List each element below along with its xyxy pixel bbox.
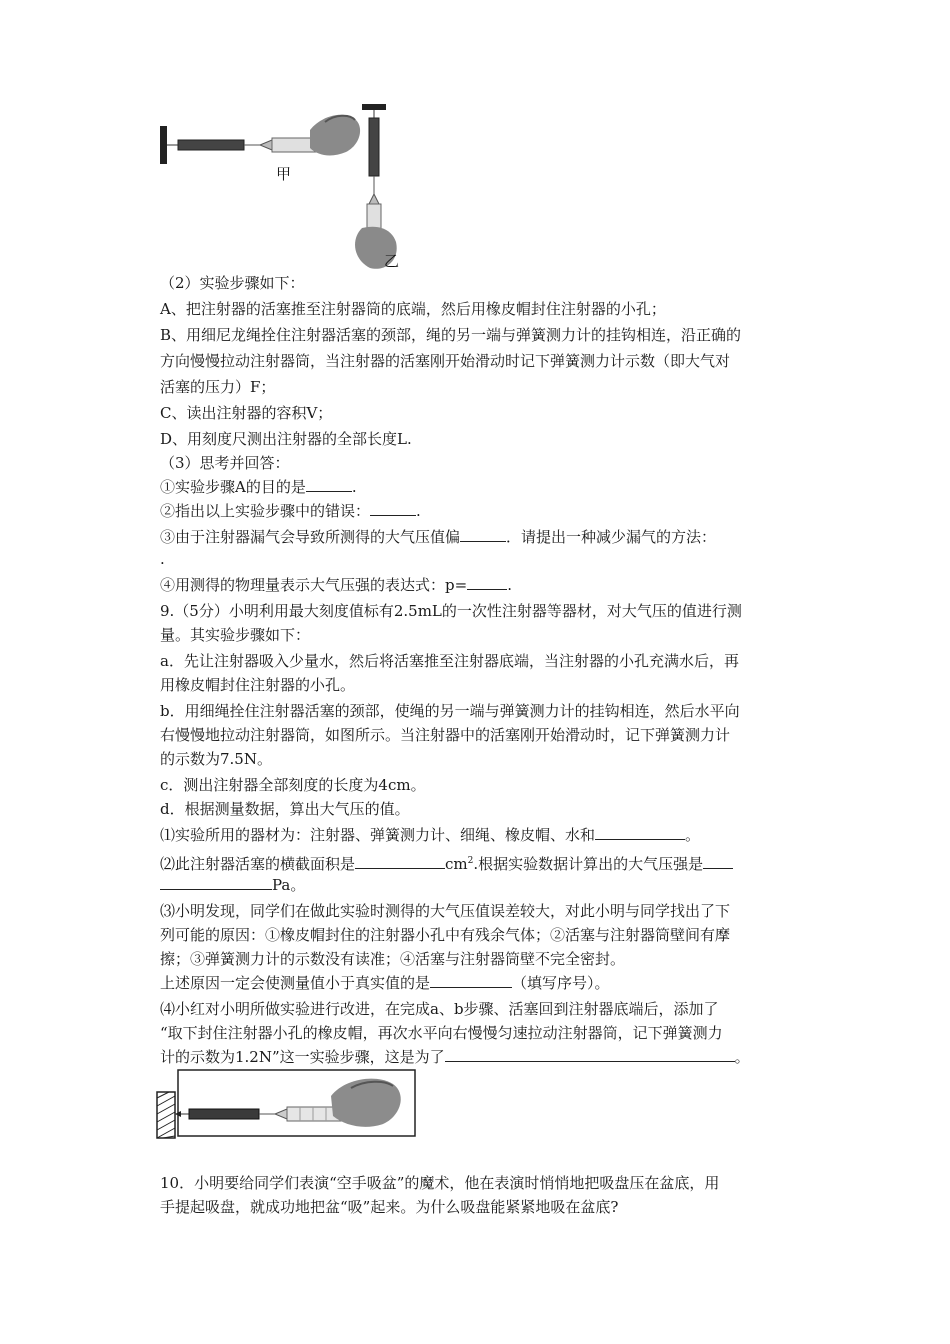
q9-step-b-line2: 右慢慢地拉动注射器筒，如图所示。当注射器中的活塞刚开始滑动时，记下弹簧测力计 [160,726,731,744]
q8-question-3 [160,526,800,548]
q9-p3-4-text: 上述原因一定会使测量值小于真实值的是 [160,974,431,992]
q9-step-c: c．测出注射器全部刻度的长度为4cm。 [160,776,426,794]
q9-part-4-line3 [160,1046,800,1068]
q8-q3-method-text: ．请提出一种减少漏气的方法： [506,528,717,546]
q9-intro-line2: 量。其实验步骤如下： [160,626,311,644]
q9-part-2-cont [160,874,800,896]
figure-jia-yi [150,100,440,270]
q8-question-2 [160,500,800,522]
answer-blank[interactable] [595,824,685,840]
q9-part-3-line4 [160,972,800,994]
q9-part-1 [160,824,800,846]
q9-step-a-line1: a．先让注射器吸入少量水，然后将活塞推至注射器底端，当注射器的小孔充满水后，再 [160,652,739,670]
spring-scale [189,1109,259,1119]
q8-q4-text: ④用测得的物理量表示大气压强的表达式：p= [160,576,468,594]
q8-question-1 [160,476,800,498]
q9-step-a-line2: 用橡皮帽封住注射器的小孔。 [160,676,356,694]
q9-p2-unit: cm [445,855,468,873]
q9-p1-period: 。 [685,826,701,844]
q9-p2-unit2: Pa。 [272,876,306,894]
q9-part-3-line3: 擦；③弹簧测力计的示数没有读准；④活塞与注射器筒壁不完全密封。 [160,950,626,968]
figure-label-jia: 甲 [276,165,292,183]
q8-step-d: D、用刻度尺测出注射器的全部长度L. [160,430,412,448]
q8-step-a: A、把注射器的活塞推至注射器筒的底端，然后用橡皮帽封住注射器的小孔； [160,300,666,318]
q9-part-2 [160,850,800,875]
q8-step-b-line2: 方向慢慢拉动注射器筒，当注射器的活塞刚开始滑动时记下弹簧测力计示数（即大气对 [160,352,731,370]
q8-think-title: （3）思考并回答： [160,454,290,472]
answer-blank[interactable] [160,874,272,890]
q9-step-d: d．根据测量数据，算出大气压的值。 [160,800,410,818]
q9-p2-text: ⑵此注射器活塞的横截面积是 [160,855,356,873]
q8-q1-period: . [351,478,357,496]
hatched-wall [157,1092,175,1138]
q8-step-b-line3: 活塞的压力）F； [160,378,276,396]
q8-q4-period: . [507,576,512,594]
q9-p4-3-text: 计的示数为1.2N”这一实验步骤，这是为了 [160,1048,445,1066]
wall-block-jia [160,126,167,164]
answer-blank[interactable] [703,853,733,869]
ceiling-block-yi [362,104,386,110]
figure-label-yi: 乙 [384,252,400,270]
q8-q3-text: ③由于注射器漏气会导致所测得的大气压值偏 [160,528,461,546]
q8-step-b-line1: B、用细尼龙绳拴住注射器活塞的颈部，绳的另一端与弹簧测力计的挂钩相连，沿正确的 [160,326,742,344]
answer-blank[interactable] [306,476,352,492]
hand-jia [310,115,360,156]
q8-q1-text: ①实验步骤A的目的是 [160,478,306,496]
q9-p2-unit-exponent: 2 [467,856,474,866]
q9-intro-line1: 9.（5分）小明利用最大刻度值标有2.5mL的一次性注射器等器材，对大气压的值进行测 [160,602,742,620]
spring-scale-jia [178,140,244,150]
answer-blank[interactable] [467,574,507,590]
q9-p3-4-post: （填写序号）。 [512,974,610,992]
q8-question-3-dot: . [160,550,165,568]
q9-part-4-line1: ⑷小红对小明所做实验进行改进，在完成a、b步骤、活塞回到注射器底端后，添加了 [160,1000,719,1018]
answer-blank[interactable] [355,853,445,869]
q8-step-c: C、读出注射器的容积V； [160,404,333,422]
figure-q9-apparatus [155,1068,417,1140]
q9-step-b-line1: b．用细绳拴住注射器活塞的颈部，使绳的另一端与弹簧测力计的挂钩相连，然后水平向 [160,702,740,720]
q9-p4-3-post: 。 [734,1048,750,1066]
q9-p1-text: ⑴实验所用的器材为：注射器、弹簧测力计、细绳、橡皮帽、水和 [160,826,596,844]
answer-blank[interactable] [430,972,512,988]
answer-blank[interactable] [445,1046,735,1062]
spring-scale-yi [369,118,379,176]
answer-blank[interactable] [370,500,416,516]
q8-step-title: （2）实验步骤如下： [160,274,305,292]
q9-p2-mid: .根据实验数据计算出的大气压强是 [473,855,704,873]
q10-line1: 10．小明要给同学们表演“空手吸盆”的魔术，他在表演时悄悄地把吸盘压在盆底，用 [160,1174,720,1192]
q9-part-3-line1: ⑶小明发现，同学们在做此实验时测得的大气压值误差较大，对此小明与同学找出了下 [160,902,731,920]
q9-step-b-line3: 的示数为7.5N。 [160,750,272,768]
q9-part-4-line2: “取下封住注射器小孔的橡皮帽，再次水平向右慢慢匀速拉动注射器筒，记下弹簧测力 [160,1024,723,1042]
q9-part-3-line2: 列可能的原因：①橡皮帽封住的注射器小孔中有残余气体；②活塞与注射器筒壁间有摩 [160,926,731,944]
q8-q2-period: . [416,502,421,520]
q10-line2: 手提起吸盘，就成功地把盆“吸”起来。为什么吸盘能紧紧地吸在盆底? [160,1198,619,1216]
q8-q2-text: ②指出以上实验步骤中的错误： [160,502,371,520]
q8-question-4 [160,574,800,596]
answer-blank[interactable] [460,526,506,542]
